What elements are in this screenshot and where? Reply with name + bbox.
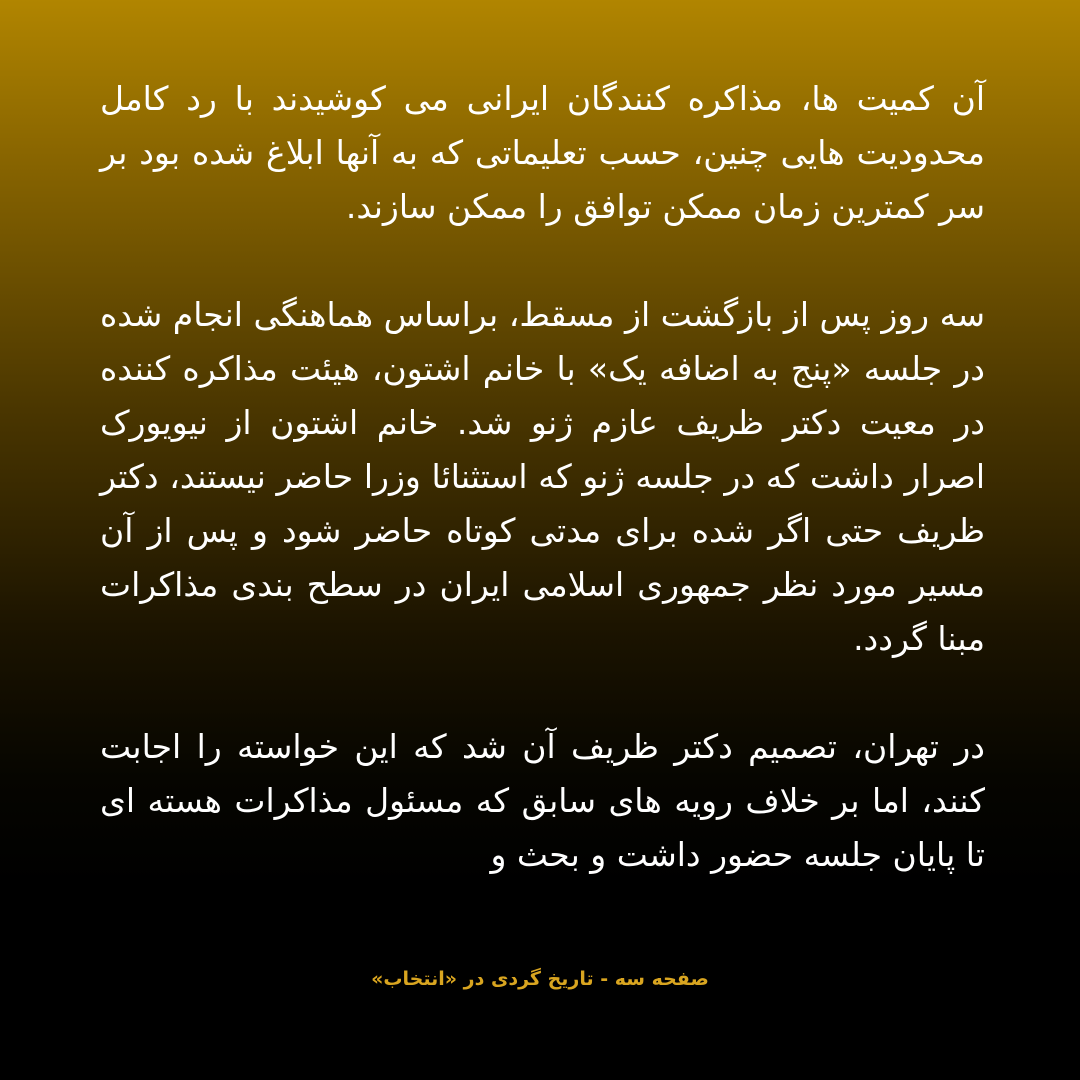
page-caption: صفحه سه - تاریخ گردی در «انتخاب» bbox=[371, 968, 709, 990]
article-body bbox=[100, 72, 985, 882]
article-paragraph-2: سه روز پس از بازگشت از مسقط، براساس هماهنگی انجام شده در جلسه «پنج به اضافه یک» با خانم اشتون، هیئت مذاکره کننده در معیت دکتر ظریف عازم ژنو شد. خانم اشتون از نیویورک اصرار داشت که در جلسه ژنو که استثنائا وزرا حاضر نیستند، دکتر ظریف حتی اگر شده برای مدتی کوتاه حاضر شود و پس از آن مسیر مورد نظر جمهوری اسلامی ایران در سطح بندی مذاکرات مبنا گردد. bbox=[100, 295, 985, 658]
article-paragraph-3: در تهران، تصمیم دکتر ظریف آن شد که این خواسته را اجابت کنند، اما بر خلاف رویه های سابق که مسئول مذاکرات هسته ای تا پایان جلسه حضور داشت و بحث و bbox=[100, 727, 985, 874]
article-paragraph-1: آن کمیت ها، مذاکره کنندگان ایرانی می کوشیدند با رد کامل محدودیت هایی چنین، حسب تعلیماتی که به آنها ابلاغ شده بود بر سر کمترین زمان ممکن توافق را ممکن سازند. bbox=[100, 79, 985, 226]
